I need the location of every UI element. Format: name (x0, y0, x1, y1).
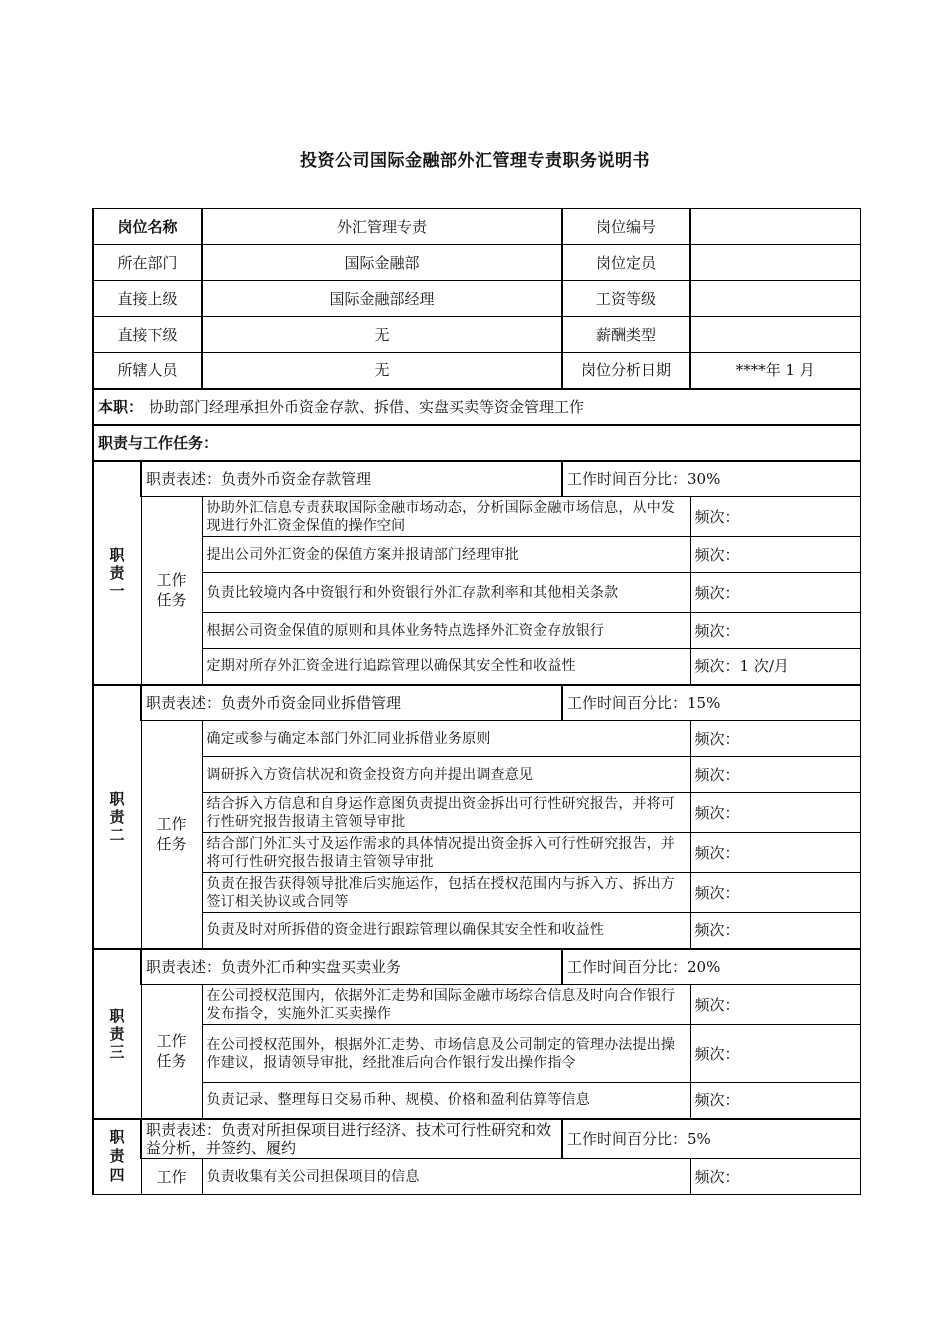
duty-statement-row (93, 461, 860, 497)
task-row (93, 873, 860, 913)
info-value: 国际金融部 (202, 245, 562, 281)
info-label: 岗位定员 (562, 245, 690, 281)
task-text: 在公司授权范围内，依据外汇走势和国际金融市场综合信息及时向合作银行发布指令，实施外汇买卖操作 (202, 985, 690, 1025)
duty-percent: 工作时间百分比：20% (562, 949, 860, 985)
info-value (690, 209, 860, 245)
task-text: 负责记录、整理每日交易币种、规模、价格和盈利估算等信息 (202, 1083, 690, 1119)
info-value (690, 281, 860, 317)
info-row (93, 317, 860, 353)
duty-percent: 工作时间百分比：30% (562, 461, 860, 497)
task-label: 工作 (141, 1159, 202, 1195)
info-row (93, 353, 860, 389)
task-row (93, 913, 860, 949)
info-label: 所辖人员 (93, 353, 202, 389)
info-value (690, 245, 860, 281)
duty-3-label: 职 责 三 (93, 949, 141, 1119)
task-frequency: 频次： (690, 721, 860, 757)
job-description-table (92, 208, 861, 1195)
info-row (93, 245, 860, 281)
task-row (93, 1083, 860, 1119)
task-frequency: 频次： (690, 757, 860, 793)
duty-statement: 职责表述：负责对所担保项目进行经济、技术可行性研究和效益分析，并签约、履约 (141, 1119, 562, 1159)
info-row (93, 281, 860, 317)
task-text: 结合部门外汇头寸及运作需求的具体情况提出资金拆入可行性研究报告，并将可行性研究报告报请主管领导审批 (202, 833, 690, 873)
info-value: 无 (202, 353, 562, 389)
info-row (93, 209, 860, 245)
task-row (93, 985, 860, 1025)
info-label: 工资等级 (562, 281, 690, 317)
task-frequency: 频次： (690, 793, 860, 833)
info-label: 岗位编号 (562, 209, 690, 245)
duty-4-label: 职 责 四 (93, 1119, 141, 1195)
info-label: 岗位名称 (93, 209, 202, 245)
task-text: 调研拆入方资信状况和资金投资方向并提出调查意见 (202, 757, 690, 793)
task-frequency: 频次： (690, 497, 860, 537)
task-text: 根据公司资金保值的原则和具体业务特点选择外汇资金存放银行 (202, 613, 690, 649)
duty-statement: 职责表述：负责外币资金同业拆借管理 (141, 685, 562, 721)
duty-2-label: 职 责 二 (93, 685, 141, 949)
task-text: 负责比较境内各中资银行和外资银行外汇存款利率和其他相关条款 (202, 573, 690, 613)
task-label: 工作 任务 (141, 985, 202, 1119)
info-label: 薪酬类型 (562, 317, 690, 353)
duty-percent: 工作时间百分比：15% (562, 685, 860, 721)
main-duty-label: 本职： (98, 397, 144, 416)
task-frequency: 频次： (690, 613, 860, 649)
task-text: 负责及时对所拆借的资金进行跟踪管理以确保其安全性和收益性 (202, 913, 690, 949)
task-row (93, 537, 860, 573)
duty-statement-row (93, 685, 860, 721)
info-label: 直接上级 (93, 281, 202, 317)
duty-percent: 工作时间百分比：5% (562, 1119, 860, 1159)
task-text: 负责在报告获得领导批准后实施运作，包括在授权范围内与拆入方、拆出方签订相关协议或合同等 (202, 873, 690, 913)
task-row (93, 721, 860, 757)
info-label: 岗位分析日期 (562, 353, 690, 389)
task-text: 协助外汇信息专责获取国际金融市场动态，分析国际金融市场信息，从中发现进行外汇资金保值的操作空间 (202, 497, 690, 537)
info-value: 国际金融部经理 (202, 281, 562, 317)
task-label: 工作 任务 (141, 497, 202, 685)
task-text: 确定或参与确定本部门外汇同业拆借业务原则 (202, 721, 690, 757)
task-row (93, 1159, 860, 1195)
duty-1-label: 职 责 一 (93, 461, 141, 685)
main-duty-row (93, 389, 860, 425)
task-text: 提出公司外汇资金的保值方案并报请部门经理审批 (202, 537, 690, 573)
info-value: ****年 1 月 (690, 353, 860, 389)
info-value: 无 (202, 317, 562, 353)
info-label: 直接下级 (93, 317, 202, 353)
task-frequency: 频次： (690, 573, 860, 613)
duty-statement: 职责表述：负责外币资金存款管理 (141, 461, 562, 497)
duty-statement-row (93, 1119, 860, 1159)
document-title: 投资公司国际金融部外汇管理专责职务说明书 (300, 151, 650, 171)
info-value (690, 317, 860, 353)
task-frequency: 频次： (690, 537, 860, 573)
duty-statement-row (93, 949, 860, 985)
task-text: 在公司授权范围外，根据外汇走势、市场信息及公司制定的管理办法提出操作建议，报请领导审批，经批准后向合作银行发出操作指令 (202, 1025, 690, 1083)
task-frequency: 频次： (690, 913, 860, 949)
task-row (93, 833, 860, 873)
task-row (93, 613, 860, 649)
task-frequency: 频次： (690, 873, 860, 913)
task-label: 工作 任务 (141, 721, 202, 949)
task-row (93, 649, 860, 685)
task-text: 负责收集有关公司担保项目的信息 (202, 1159, 690, 1195)
task-frequency: 频次： (690, 833, 860, 873)
task-row (93, 793, 860, 833)
duties-header-row (93, 425, 860, 461)
info-value: 外汇管理专责 (202, 209, 562, 245)
task-frequency: 频次： (690, 1025, 860, 1083)
duties-header: 职责与工作任务： (93, 425, 860, 461)
task-frequency: 频次： (690, 985, 860, 1025)
task-frequency: 频次： (690, 1083, 860, 1119)
task-frequency: 频次：1 次/月 (690, 649, 860, 685)
task-text: 结合拆入方信息和自身运作意图负责提出资金拆出可行性研究报告，并将可行性研究报告报请主管领导审批 (202, 793, 690, 833)
task-row (93, 757, 860, 793)
main-duty-text: 协助部门经理承担外币资金存款、拆借、实盘买卖等资金管理工作 (149, 397, 585, 416)
task-frequency: 频次： (690, 1159, 860, 1195)
task-text: 定期对所存外汇资金进行追踪管理以确保其安全性和收益性 (202, 649, 690, 685)
task-row (93, 573, 860, 613)
task-row (93, 1025, 860, 1083)
task-row (93, 497, 860, 537)
info-label: 所在部门 (93, 245, 202, 281)
duty-statement: 职责表述：负责外汇币种实盘买卖业务 (141, 949, 562, 985)
